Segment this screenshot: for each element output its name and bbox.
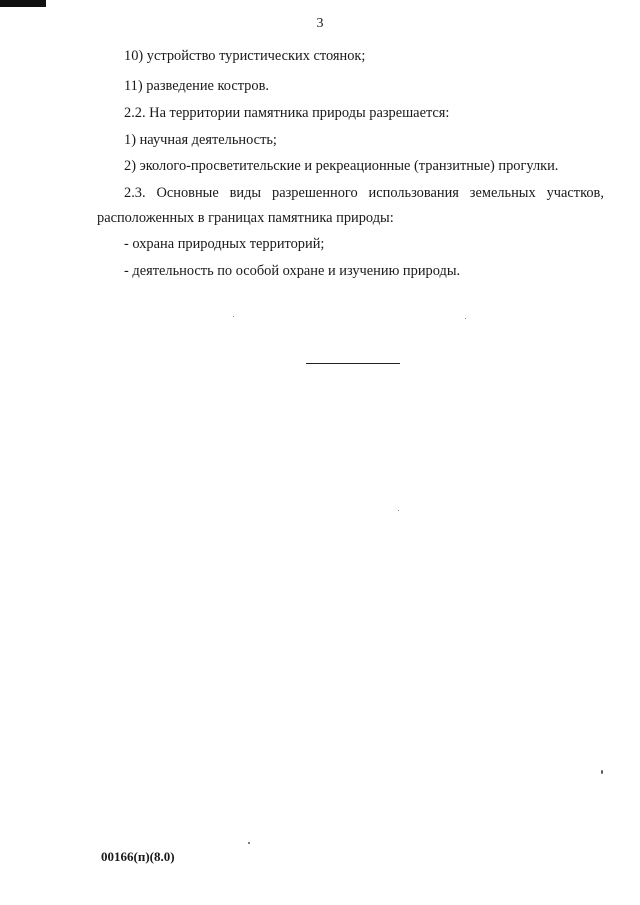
document-code: 00166(п)(8.0) (101, 849, 175, 864)
word: виды (229, 185, 262, 201)
use-item-1: - охрана природных территорий; (124, 236, 325, 252)
word: Основные (156, 185, 219, 201)
page-number: 3 (316, 16, 324, 31)
scan-speck (233, 316, 234, 317)
word: земельных (469, 185, 536, 201)
section-2-3-continuation: расположенных в границах памятника природы: (97, 210, 394, 226)
list-item-10: 10) устройство туристических стоянок; (124, 48, 366, 64)
allowed-item-2: 2) эколого-просветительские и рекреационные (транзитные) прогулки. (124, 158, 559, 174)
word: 2.3. (124, 185, 146, 201)
scan-edge-mark (0, 0, 46, 7)
word: использования (368, 185, 459, 201)
word: разрешенного (272, 185, 358, 201)
list-item-11: 11) разведение костров. (124, 78, 269, 94)
scan-speck (601, 770, 603, 774)
scan-speck (465, 318, 466, 319)
use-item-2: - деятельность по особой охране и изучению природы. (124, 263, 461, 279)
word: участков, (546, 185, 604, 201)
section-2-3-first-line (124, 184, 604, 202)
end-of-text-rule (306, 363, 400, 364)
scan-speck (248, 842, 250, 844)
allowed-item-1: 1) научная деятельность; (124, 132, 277, 148)
section-2-2-heading: 2.2. На территории памятника природы разрешается: (124, 105, 450, 121)
scan-speck (398, 510, 399, 511)
